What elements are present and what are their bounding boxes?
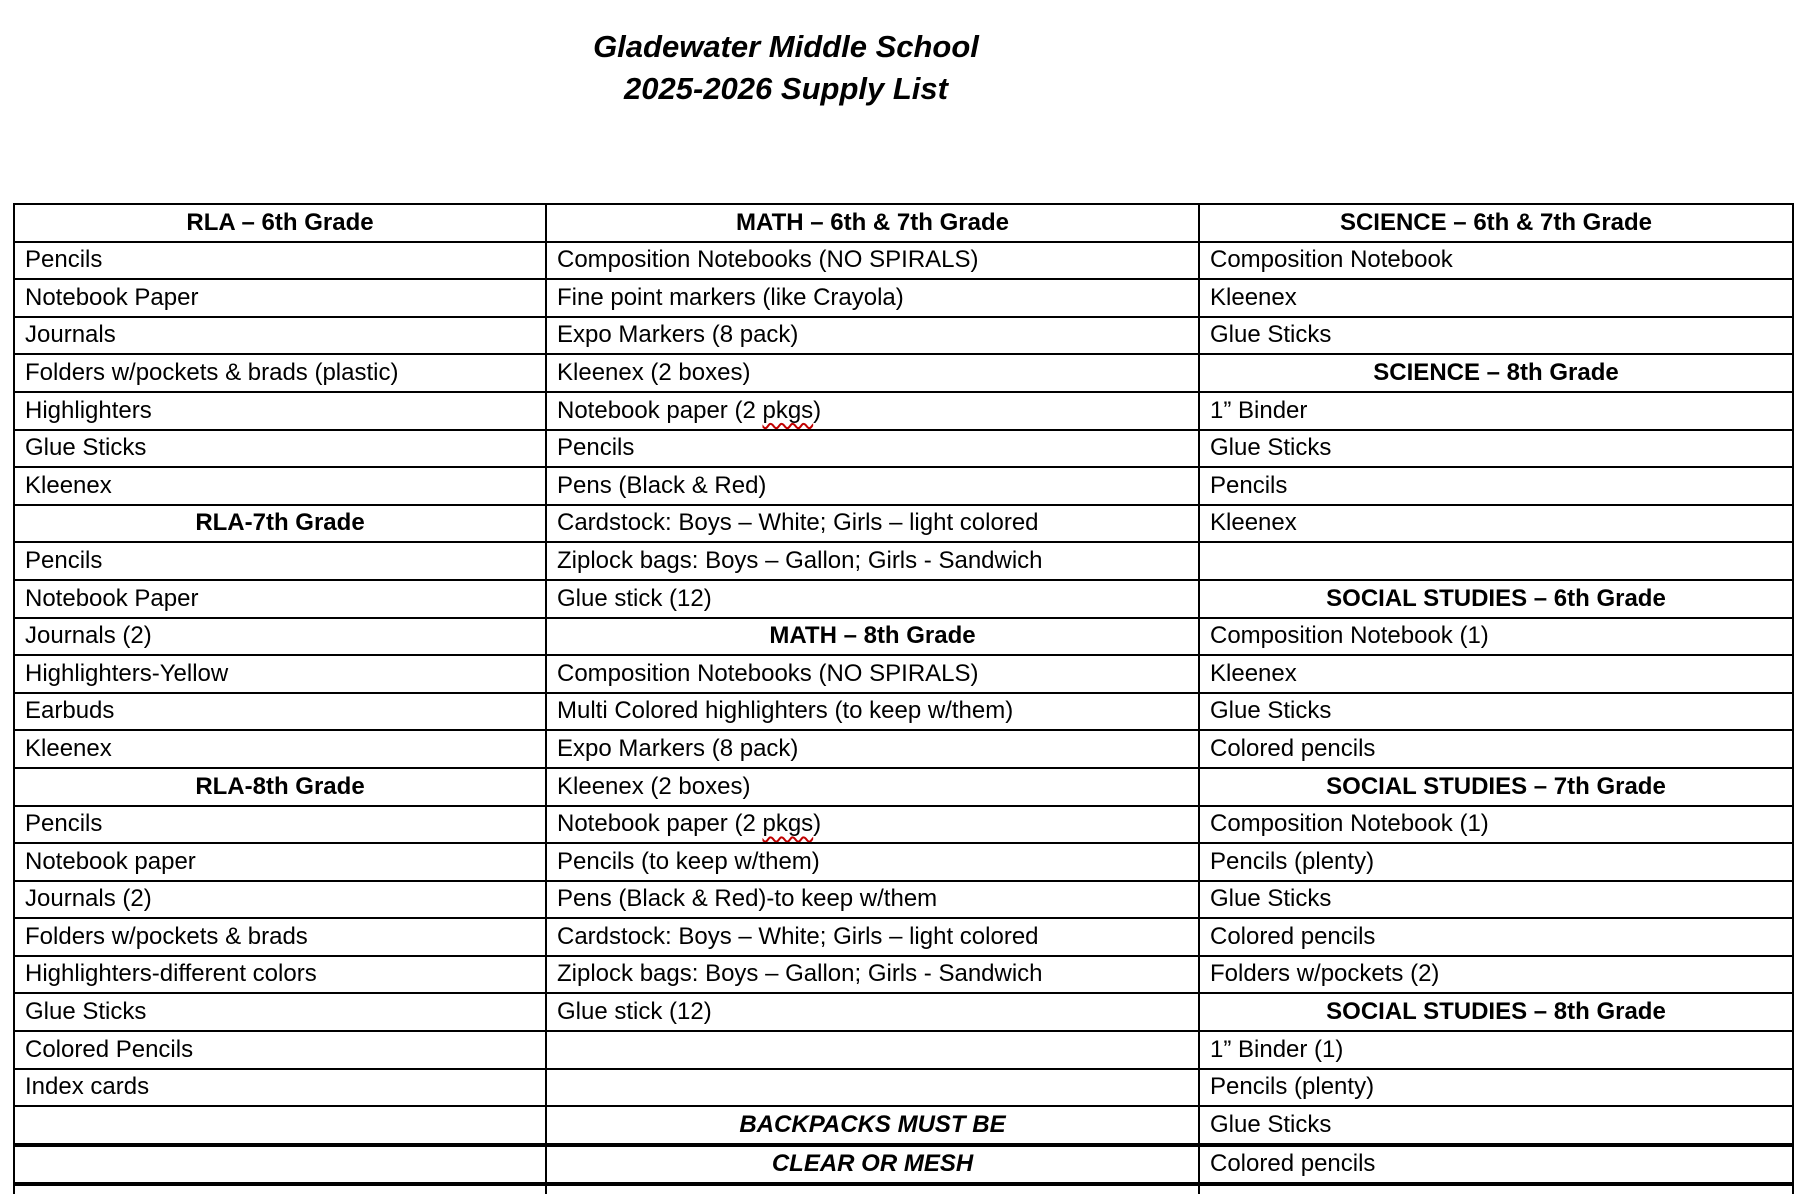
item-cell: Journals (14, 317, 546, 355)
item-cell: Highlighters-Yellow (14, 655, 546, 693)
table-row (14, 768, 1793, 806)
misspelled-word: pkgs (762, 810, 814, 838)
item-cell: Glue stick (12) (546, 993, 1199, 1031)
item-cell: Kleenex (2 boxes) (546, 768, 1199, 806)
item-cell: Notebook paper (14, 843, 546, 881)
table-row (14, 204, 1793, 242)
item-cell: Kleenex (1199, 505, 1793, 543)
section-header-cell: SOCIAL STUDIES – 7th Grade (1199, 768, 1793, 806)
notice-cell: CLEAR OR MESH (546, 1145, 1199, 1185)
empty-cell (546, 1069, 1199, 1107)
item-cell: Pencils (14, 242, 546, 280)
item-cell: Pens (Black & Red)-to keep w/them (546, 881, 1199, 919)
item-cell: Cardstock: Boys – White; Girls – light colored (546, 918, 1199, 956)
item-cell: Kleenex (2 boxes) (546, 354, 1199, 392)
section-header-cell: MATH – 8th Grade (546, 618, 1199, 656)
item-cell: Colored pencils (1199, 918, 1793, 956)
item-cell: Highlighters-different colors (14, 956, 546, 994)
item-cell: Notebook paper (2 pkgs) (546, 392, 1199, 430)
item-cell: Pens (Black & Red) (546, 467, 1199, 505)
item-cell: Pencils (14, 542, 546, 580)
section-header-cell: MATH – 6th & 7th Grade (546, 204, 1199, 242)
item-cell: Pencils (1199, 467, 1793, 505)
item-cell: Expo Markers (8 pack) (546, 317, 1199, 355)
empty-cell (1199, 542, 1793, 580)
item-cell: Folders w/pockets & brads (14, 918, 546, 956)
empty-cell (546, 1184, 1199, 1194)
table-row (14, 1184, 1793, 1194)
item-cell: Index cards (14, 1069, 546, 1107)
table-row (14, 843, 1793, 881)
table-row (14, 693, 1793, 731)
table-row (14, 467, 1793, 505)
page-title-line1: Gladewater Middle School (593, 29, 979, 64)
item-cell: Notebook paper (2 pkgs) (546, 806, 1199, 844)
page-title (0, 26, 1572, 110)
item-cell: Highlighters (14, 392, 546, 430)
table-row (14, 806, 1793, 844)
section-header-cell: RLA – 6th Grade (14, 204, 546, 242)
item-cell: Journals (2) (14, 618, 546, 656)
section-header-cell: SOCIAL STUDIES – 8th Grade (1199, 993, 1793, 1031)
item-cell: Colored pencils (1199, 730, 1793, 768)
item-cell: Colored Pencils (14, 1031, 546, 1069)
item-cell: Composition Notebook (1) (1199, 806, 1793, 844)
item-cell: Glue Sticks (1199, 881, 1793, 919)
item-cell: Glue Sticks (1199, 430, 1793, 468)
section-header-cell: SOCIAL STUDIES – 6th Grade (1199, 580, 1793, 618)
item-cell: Composition Notebooks (NO SPIRALS) (546, 655, 1199, 693)
table-row (14, 580, 1793, 618)
item-cell: Kleenex (1199, 279, 1793, 317)
empty-cell (14, 1106, 546, 1145)
table-row (14, 618, 1793, 656)
table-row (14, 430, 1793, 468)
table-row (14, 993, 1793, 1031)
section-header-cell: SCIENCE – 6th & 7th Grade (1199, 204, 1793, 242)
item-cell: Fine point markers (like Crayola) (546, 279, 1199, 317)
item-cell: Pencils (plenty) (1199, 1069, 1793, 1107)
table-row (14, 392, 1793, 430)
notice-cell: BACKPACKS MUST BE (546, 1106, 1199, 1145)
item-cell: Folders w/pockets & brads (plastic) (14, 354, 546, 392)
page-title-line2: 2025-2026 Supply List (624, 71, 948, 106)
item-cell: Pencils (546, 430, 1199, 468)
item-cell: Multi Colored highlighters (to keep w/them) (546, 693, 1199, 731)
empty-cell (14, 1145, 546, 1185)
item-cell: 1” Binder (1199, 392, 1793, 430)
item-cell: Ziplock bags: Boys – Gallon; Girls - Sandwich (546, 542, 1199, 580)
item-cell: Composition Notebook (1199, 242, 1793, 280)
item-cell: Folders w/pockets (2) (1199, 956, 1793, 994)
table-row (14, 354, 1793, 392)
empty-cell (546, 1031, 1199, 1069)
item-cell: Kleenex (1199, 655, 1793, 693)
item-cell: Pencils (to keep w/them) (546, 843, 1199, 881)
table-row (14, 918, 1793, 956)
item-cell: Expo Markers (8 pack) (546, 730, 1199, 768)
table-row (14, 1069, 1793, 1107)
table-row (14, 1031, 1793, 1069)
table-row (14, 1145, 1793, 1185)
table-row (14, 279, 1793, 317)
item-cell: Glue Sticks (14, 993, 546, 1031)
item-cell: Kleenex (14, 467, 546, 505)
table-row (14, 1106, 1793, 1145)
section-header-cell: RLA-8th Grade (14, 768, 546, 806)
section-header-cell: SCIENCE – 8th Grade (1199, 354, 1793, 392)
table-row (14, 242, 1793, 280)
item-cell: Glue stick (12) (546, 580, 1199, 618)
table-row (14, 881, 1793, 919)
item-cell: Composition Notebooks (NO SPIRALS) (546, 242, 1199, 280)
section-header-cell: RLA-7th Grade (14, 505, 546, 543)
item-cell: Glue Sticks (1199, 693, 1793, 731)
item-cell: Colored pencils (1199, 1145, 1793, 1185)
item-cell: Kleenex (14, 730, 546, 768)
supply-table-body (14, 204, 1793, 1194)
item-cell: Ziplock bags: Boys – Gallon; Girls - Sandwich (546, 956, 1199, 994)
empty-cell (14, 1184, 546, 1194)
supply-list-table (13, 203, 1794, 1194)
table-row (14, 956, 1793, 994)
table-row (14, 505, 1793, 543)
item-cell: Earbuds (14, 693, 546, 731)
empty-cell (1199, 1184, 1793, 1194)
item-cell: Composition Notebook (1) (1199, 618, 1793, 656)
item-cell: Glue Sticks (1199, 1106, 1793, 1145)
item-cell: Cardstock: Boys – White; Girls – light colored (546, 505, 1199, 543)
table-row (14, 317, 1793, 355)
item-cell: Notebook Paper (14, 279, 546, 317)
item-cell: Pencils (plenty) (1199, 843, 1793, 881)
table-row (14, 730, 1793, 768)
item-cell: Pencils (14, 806, 546, 844)
table-row (14, 542, 1793, 580)
item-cell: Glue Sticks (14, 430, 546, 468)
item-cell: Journals (2) (14, 881, 546, 919)
misspelled-word: pkgs (762, 396, 814, 424)
item-cell: Glue Sticks (1199, 317, 1793, 355)
item-cell: Notebook Paper (14, 580, 546, 618)
table-row (14, 655, 1793, 693)
item-cell: 1” Binder (1) (1199, 1031, 1793, 1069)
